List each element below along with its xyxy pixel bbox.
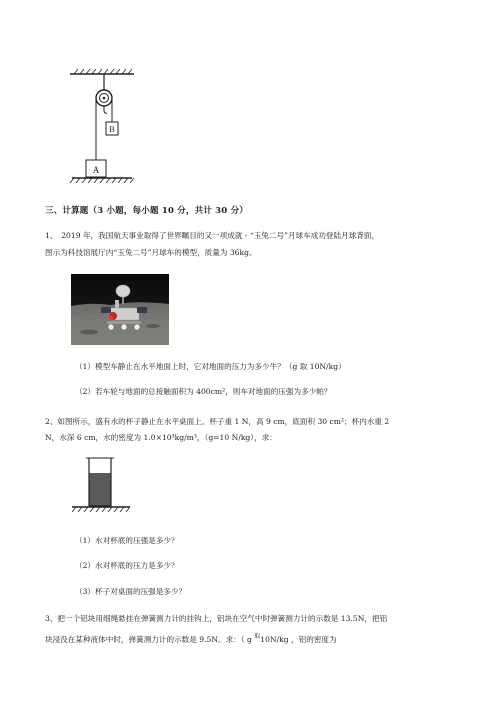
section-heading: 三、计算题（3 小题，每小题 10 分，共计 30 分） — [45, 206, 248, 216]
q1-line2: 图示为科技馆展厅内“玉兔二号”月球车的模型，质量为 36kg。 — [45, 248, 257, 257]
q3-line2 — [45, 627, 465, 649]
q1-sub2: （2）若车轮与地面的总接触面积为 400cm²，则车对地面的压强为多少帕？ — [75, 387, 332, 396]
q2-line2: N，水深 6 cm，水的密度为 1.0×10³kg/m³，（g=10 N/kg），求： — [45, 433, 277, 442]
rover-model-photo — [71, 274, 169, 345]
q2-line1: 2、如图所示，盛有水的杯子静止在水平桌面上。杯子重 1 N，高 9 cm，底面积 30 cm²；杯内水重 2 — [45, 417, 390, 426]
q3-line1: 3、把一个铝块用细绳悬挂在弹簧测力计的挂钩上，铝块在空气中时弹簧测力计的示数是 13.5N，把铝 — [45, 614, 388, 623]
cup-of-water-diagram — [70, 455, 132, 515]
q3-line2-g-take: 取 — [254, 633, 261, 640]
q1-sub1: （1）模型车静止在水平地面上时，它对地面的压力为多少牛？（g 取 10N/kg） — [75, 362, 346, 371]
q2-sub3: （3）杯子对桌面的压强是多少？ — [75, 587, 187, 596]
q2-sub2: （2）水对杯底的压力是多少？ — [75, 561, 179, 570]
q1-line1: 1、 2019 年，我国航天事业取得了世界瞩目的又一项成就 - “玉兔二号”月球车成功登陆月球背面， — [45, 231, 380, 240]
q3-line2-part-b: 10N/kg ，铝的密度为 — [260, 635, 337, 644]
block-b-label: B — [109, 124, 115, 134]
pulley-diagram — [68, 68, 136, 190]
q3-line2-part-a: 块浸没在某种液体中时，弹簧测力计的示数是 9.5N。求：（ g — [45, 635, 255, 644]
q2-sub1: （1）水对杯底的压强是多少？ — [75, 536, 179, 545]
block-a-label: A — [92, 165, 100, 175]
